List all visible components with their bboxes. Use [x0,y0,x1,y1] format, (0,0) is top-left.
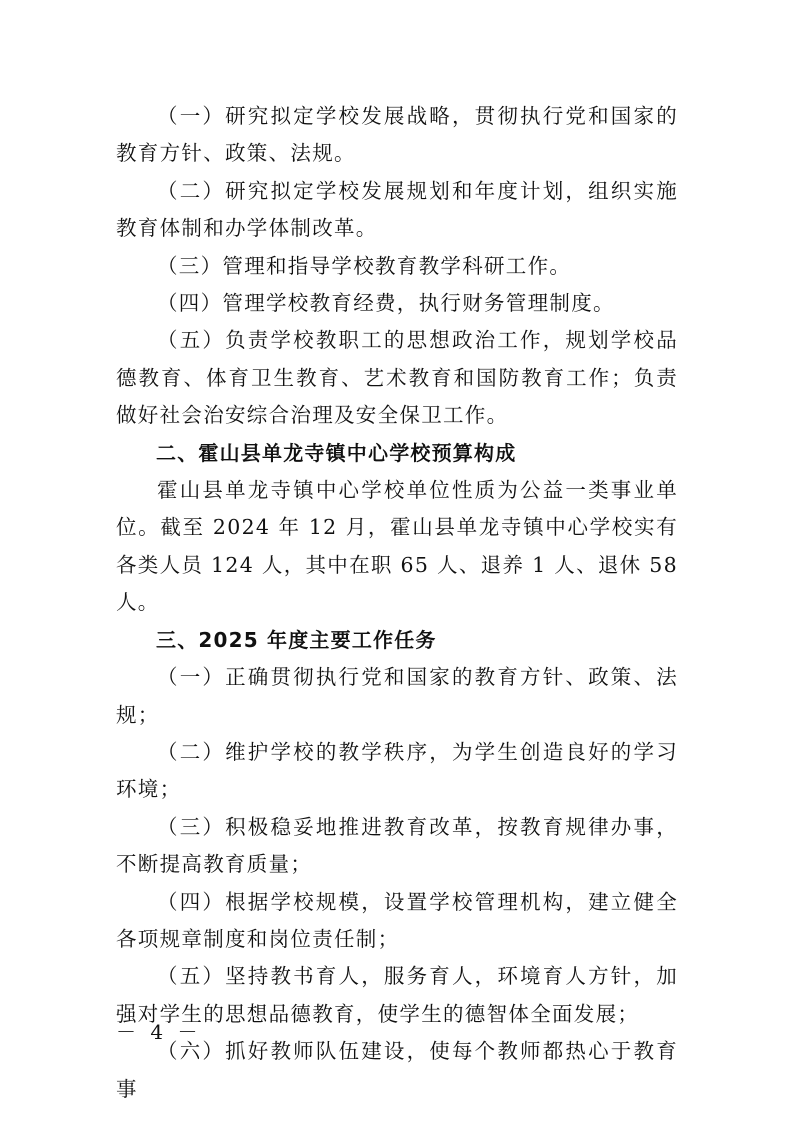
document-body [116,98,678,1108]
paragraph-task-6: （六）抓好教师队伍建设，使每个教师都热心于教育事 [116,1039,678,1101]
paragraph-duty-3: （三）管理和指导学校教育教学科研工作。 [157,253,572,278]
section-heading-tasks: 三、2025 年度主要工作任务 [156,627,437,652]
paragraph-duty-5: （五）负责学校教职工的思想政治工作，规划学校品德教育、体育卫生教育、艺术教育和国防教育工作；负责做好社会治安综合治理及安全保卫工作。 [116,328,678,428]
section-heading-budget: 二、霍山县单龙寺镇中心学校预算构成 [156,440,517,465]
page-number: － 4 － [116,1020,202,1044]
paragraph-task-1: （一）正确贯彻执行党和国家的教育方针、政策、法规； [116,665,678,727]
paragraph-duty-1: （一）研究拟定学校发展战略，贯彻执行党和国家的教育方针、政策、法规。 [116,104,678,166]
paragraph-duty-2: （二）研究拟定学校发展规划和年度计划，组织实施教育体制和办学体制改革。 [116,178,678,241]
paragraph-task-2: （二）维护学校的教学秩序，为学生创造良好的学习环境； [116,739,678,802]
paragraph-task-5: （五）坚持教书育人，服务育人，环境育人方针，加强对学生的思想品德教育，使学生的德智体全面发展； [116,964,678,1026]
paragraph-duty-4: （四）管理学校教育经费，执行财务管理制度。 [157,291,615,316]
paragraph-task-3: （三）积极稳妥地推进教育改革，按教育规律办事，不断提高教育质量； [116,814,678,877]
paragraph-task-4: （四）根据学校规模，设置学校管理机构，建立健全各项规章制度和岗位责任制； [116,889,678,951]
paragraph-budget: 霍山县单龙寺镇中心学校单位性质为公益一类事业单位。截至 2024 年 12 月，霍山县单龙寺镇中心学校实有各类人员 124 人，其中在职 65 人、退养 1 人、退休 58 人。 [116,478,678,615]
